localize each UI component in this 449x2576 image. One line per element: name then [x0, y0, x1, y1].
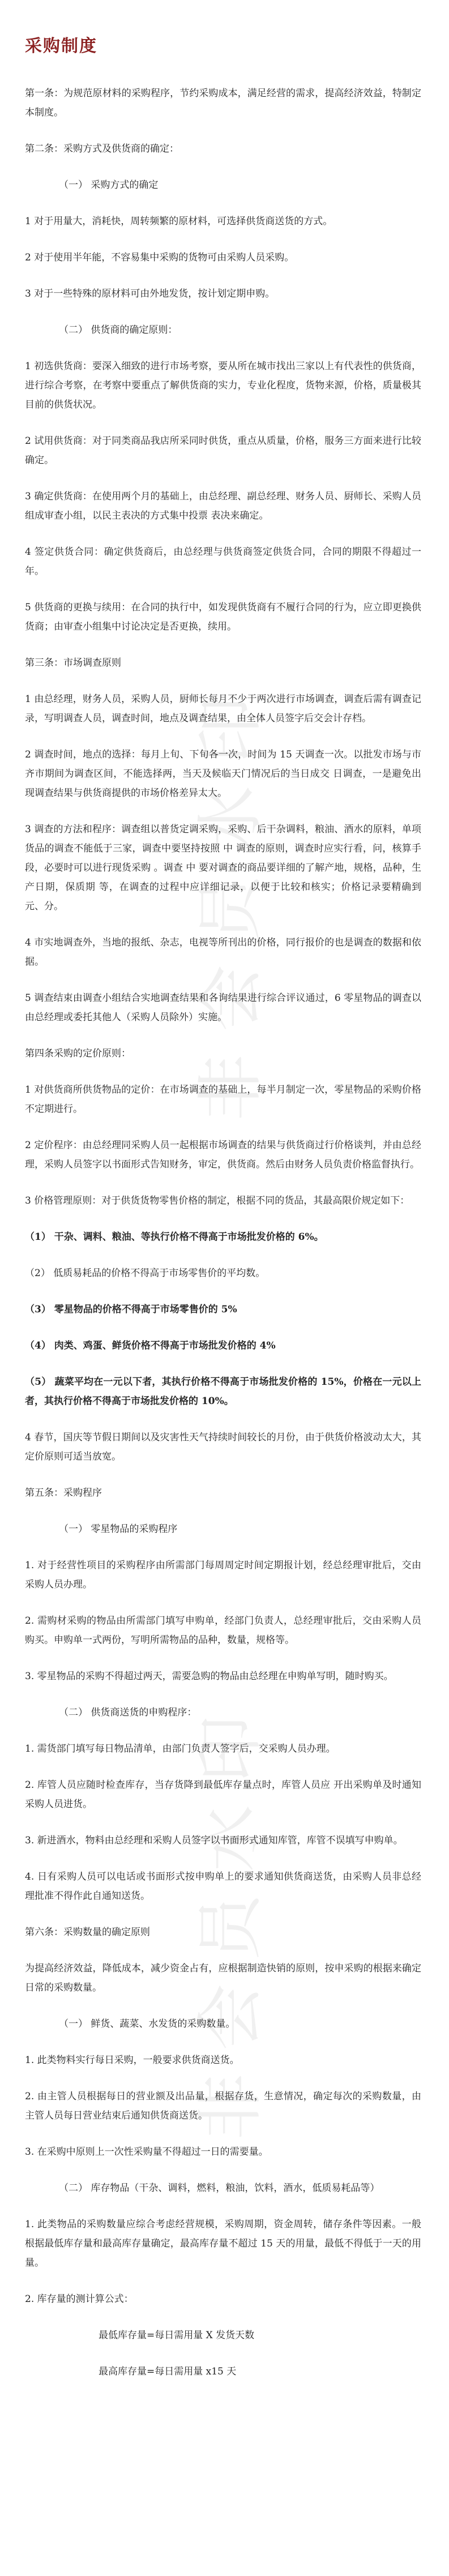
paragraph: 2 调查时间，地点的选择：每月上旬、下旬各一次，时间为 15 天调查一次。以批发市场与市齐市期间为调查区间，不能选择两，当天及候临天门情况后的当日成交 日调查，一是避免出现调查结果与供货商提供的市场价格差异太大。: [25, 749, 421, 799]
paragraph: 第二条：采购方式及供货商的确定：: [25, 143, 179, 155]
paragraph: 1. 此类物料实行每日采购，一般要求供货商送货。: [25, 2055, 240, 2066]
formula: 最低库存量=每日需用量 X 发货天数: [99, 2330, 255, 2341]
article-heading: 第五条：采购程序: [25, 1487, 102, 1499]
formula: 最高库存量=每日需用量 x15 天: [99, 2366, 237, 2377]
section-heading: （一） 鲜货、蔬菜、水发货的采购数量。: [59, 2018, 236, 2030]
paragraph: 4 签定供货合同：确定供货商后，由总经理与供货商签定供货合同，合同的期限不得超过一年。: [25, 546, 421, 577]
paragraph: 2 试用供货商：对于同类商品我店所采同时供货，重点从质量，价格，服务三方面来进行比较确定。: [25, 435, 421, 466]
paragraph: 4. 日有采购人员可以电话或书面形式按申购单上的要求通知供货商送货，由采购人员非总经理批准不得作此自通知送货。: [25, 1871, 421, 1902]
section-heading: （二） 供货商的确定原则：: [59, 324, 178, 336]
watermark-1: 非会员水印: [191, 674, 270, 1122]
paragraph: 第一条：为规范原材料的采购程序，节约采购成本，满足经营的需求，提高经济效益，特制定本制度。: [25, 88, 421, 118]
paragraph: 1. 对于经营性项目的采购程序由所需部门每周周定时间定期报计划，经总经理审批后，交由采购人员办理。: [25, 1560, 421, 1590]
paragraph: 3. 新进酒水，物料由总经理和采购人员签字以书面形式通知库管，库管不误填写申购单。: [25, 1835, 403, 1846]
paragraph: 3. 零星物品的采购不得超过两天，需要急购的物品由总经理在申购单写明，随时购买。: [25, 1671, 394, 1682]
price-rule: （5） 蔬菜平均在一元以下者，其执行价格不得高于市场批发价格的 15%，价格在一元以上者，其执行价格不得高于市场批发价格的 10%。: [25, 1376, 421, 1407]
paragraph: 2 定价程序：由总经理同采购人员一起根据市场调查的结果与供货商过行价格谈判，并由总经理，采购人员签字以书面形式告知财务，审定，供货商。然后由财务人员负责价格监督执行。: [25, 1140, 421, 1170]
paragraph: 1. 需货部门填写每日物品清单，由部门负责人签字后，交采购人员办理。: [25, 1743, 336, 1755]
paragraph: 1 由总经理，财务人员，采购人员，厨师长每月不少于两次进行市场调查，调查后需有调查记录，写明调查人员，调查时间，地点及调查结果，由全体人员签字后交会计存档。: [25, 694, 421, 724]
document-page: [25, 32, 421, 2398]
paragraph: 为提高经济效益，降低成本，减少资金占有，应根据制造快销的原则，按申采购的根据来确定日常的采购数量。: [25, 1963, 421, 1993]
paragraph: 1 初选供货商：要深入细致的进行市场考察，要从所在城市找出三家以上有代表性的供货商，进行综合考察，在考察中要重点了解供货商的实力，专业化程度，货物来源，价格，质量极其目前的供货状况。: [25, 361, 421, 410]
paragraph: 5 调查结束由调查小组结合实地调查结果和各询结果进行综合评议通过，6 零星物品的调查以由总经理或委托其他人（采购人员除外）实施。: [25, 992, 421, 1023]
paragraph: 3 对于一些特殊的原材料可由外地发货，按计划定期申购。: [25, 288, 275, 299]
section-heading: （一） 零星物品的采购程序: [59, 1524, 178, 1535]
paragraph: 4 市实地调查外，当地的报纸、杂志，电视等所刊出的价格，同行报价的也是调查的数据和依据。: [25, 937, 421, 968]
paragraph: 1 对于用量大，消耗快，周转频繁的原材料，可选择供货商送货的方式。: [25, 216, 333, 227]
section-heading: （二） 供货商送货的申购程序：: [59, 1707, 197, 1718]
paragraph: 2 对于使用半年能，不容易集中采购的货物可由采购人员采购。: [25, 252, 294, 263]
paragraph: 1. 此类物品的采购数量应综合考虑经营规模，采购周期，资金周转，储存条件等因素。一般根据最低库存量和最高库存量确定，最高库存量不超过 15 天的用量，最低不得低于一天的用量。: [25, 2219, 421, 2269]
paragraph: 3 调查的方法和程序：调查组以普货定调采购，采购、后干杂调料，粮油、酒水的原料，单项货品的调查不能低于三家，调查中要坚持按照 中 调查的原则，调查时应实行看，问，核算手段，必要时可以进行现货采购 。调查 中 要对调查的商品要详细的了解产地，规格，品种，生产日期，保质期 等，在调查的过程中应详细记录，以便于比较和核实；价格记录要精确到元、分。: [25, 824, 421, 912]
article-heading: 第六条：采购数量的确定原则: [25, 1927, 150, 1938]
paragraph: 2. 库存量的测计算公式：: [25, 2293, 134, 2305]
price-rule: （2） 低质易耗品的价格不得高于市场零售价的平均数。: [25, 1268, 266, 1279]
paragraph: 2. 库管人员应随时检查库存，当存货降到最低库存量点时，库管人员应 开出采购单及时通知采购人员进货。: [25, 1779, 421, 1810]
section-heading: （二） 库存物品（干杂、调料，燃料，粮油，饮料，酒水，低质易耗品等）: [59, 2183, 380, 2194]
paragraph: 4 春节，国庆等节假日期间以及灾害性天气持续时间较长的月份，由于供货价格波动太大，其定价原则可适当放宽。: [25, 1432, 421, 1462]
section-heading: （一） 采购方式的确定: [59, 179, 159, 191]
paragraph: 2. 需购材采购的物品由所需部门填写申购单，经部门负责人，总经理审批后，交由采购人员购买。申购单一式两份，写明所需物品的品种，数量，规格等。: [25, 1615, 421, 1646]
document-title: 采购制度: [25, 36, 97, 56]
paragraph: 2. 由主管人员根据每日的营业额及出品量，根据存货，生意情况，确定每次的采购数量，由主管人员每日营业结束后通知供货商送货。: [25, 2091, 421, 2121]
paragraph: 3 价格管理原则：对于供货货物零售价格的制定，根据不同的货品，其最高限价规定如下：: [25, 1195, 410, 1206]
watermark-2: 非会员水印: [191, 1693, 270, 2141]
article-heading: 第四条采购的定价原则：: [25, 1048, 131, 1059]
article-heading: 第三条：市场调查原则: [25, 657, 121, 669]
price-rule: （3） 零星物品的价格不得高于市场零售价的 5%: [25, 1304, 237, 1315]
paragraph: 3 确定供货商：在使用两个月的基础上，由总经理、副总经理、财务人员、厨师长、采购人员组成审查小组，以民主表决的方式集中投票 表决来确定。: [25, 491, 421, 521]
price-rule: （1） 干杂、调料、粮油、等执行价格不得高于市场批发价格的 6%。: [25, 1231, 324, 1243]
paragraph: 5 供货商的更换与续用：在合同的执行中，如发现供货商有不履行合同的行为，应立即更换供货商；由审查小组集中讨论决定是否更换，续用。: [25, 602, 421, 632]
paragraph: 1 对供货商所供货物品的定价：在市场调查的基础上，每半月制定一次，零星物品的采购价格不定期进行。: [25, 1084, 421, 1115]
paragraph: 3. 在采购中原则上一次性采购量不得超过一日的需要量。: [25, 2146, 268, 2158]
price-rule: （4） 肉类、鸡蛋、鲜货价格不得高于市场批发价格的 4%: [25, 1340, 276, 1351]
